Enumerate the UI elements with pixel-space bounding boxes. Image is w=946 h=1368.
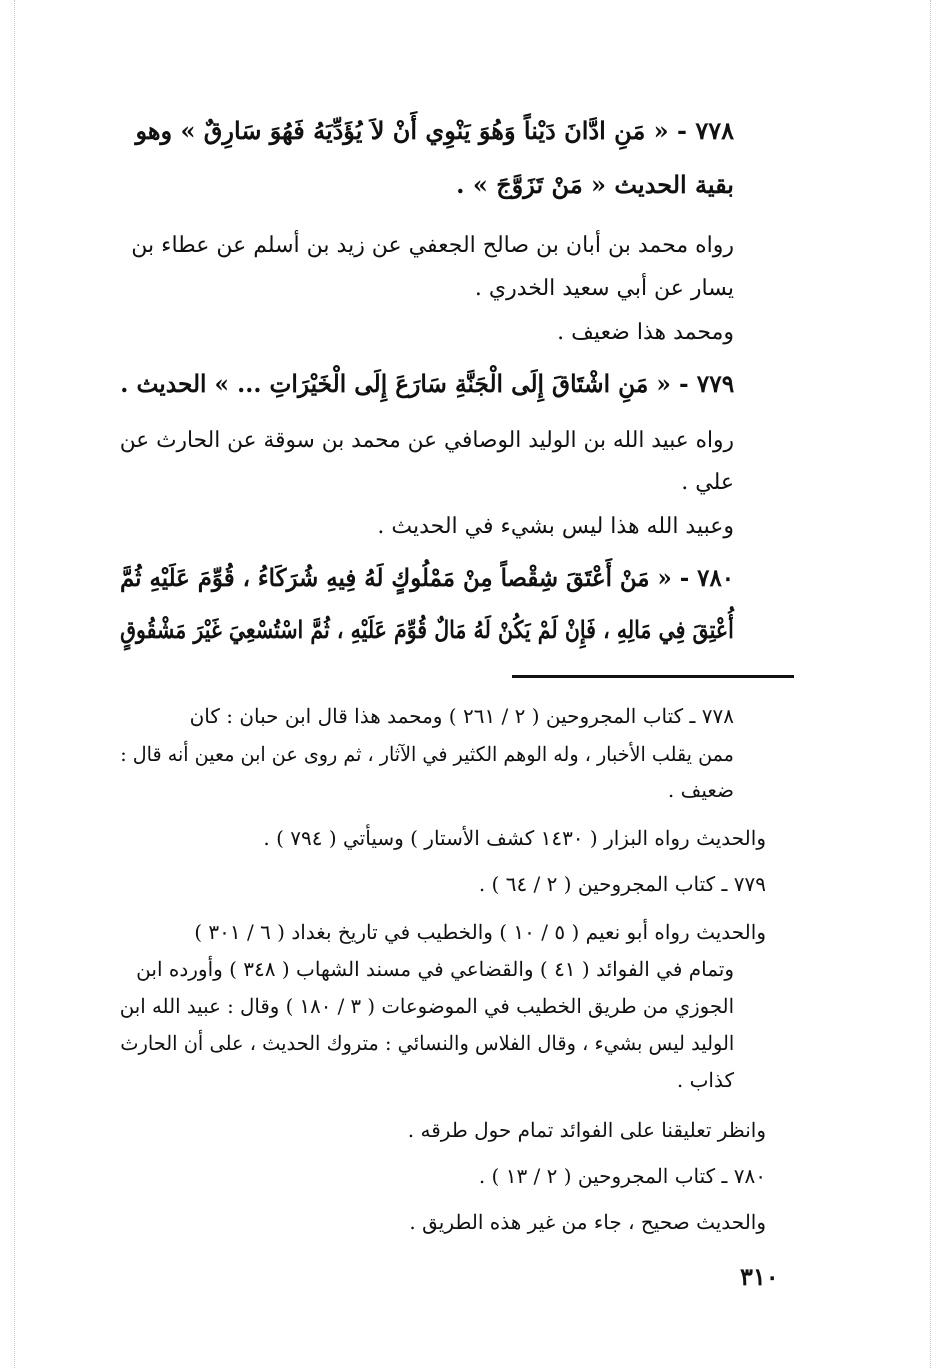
hadith-778-line-1: ٧٧٨ - « مَنِ ادَّانَ دَيْناً وَهُوَ يَنْوِي أَنْ لاَ يُؤَدِّيَهُ فَهُوَ سَارِقٌ » وهو bbox=[135, 116, 734, 145]
narration-778-line-3: ومحمد هذا ضعيف . bbox=[557, 320, 734, 345]
narration-779-line-1: رواه عبيد الله بن الوليد الوصافي عن محمد بن سوقة عن الحارث عن bbox=[119, 428, 734, 453]
narration-779-line-3: وعبيد الله هذا ليس بشيء في الحديث . bbox=[377, 514, 734, 539]
narration-778-line-1: رواه محمد بن أبان بن صالح الجعفي عن زيد بن أسلم عن عطاء بن bbox=[131, 233, 734, 258]
hadith-780-line-2: أُعْتِقَ فِي مَالِهِ ، فَإِنْ لَمْ يَكُنْ لَهُ مَالٌ قُوِّمَ عَلَيْهِ ، ثُمَّ اسْتُسْعِيَ غَيْرَ مَشْقُوقٍ bbox=[120, 615, 734, 644]
footnote-separator bbox=[512, 675, 794, 678]
footnote-779-line-5: الوليد ليس بشيء ، وقال الفلاس والنسائي : متروك الحديث ، على أن الحارث bbox=[120, 1031, 734, 1055]
edge-guide-left bbox=[14, 0, 15, 1368]
narration-778-line-2: يسار عن أبي سعيد الخدري . bbox=[474, 276, 734, 301]
page-number: ٣١٠ bbox=[740, 1262, 779, 1291]
footnote-780-line-2: والحديث صحيح ، جاء من غير هذه الطريق . bbox=[409, 1210, 766, 1234]
footnote-778-line-1: ٧٧٨ ـ كتاب المجروحين ( ٢ / ٢٦١ ) ومحمد هذا قال ابن حبان : كان bbox=[189, 704, 734, 728]
footnote-778-line-2: ممن يقلب الأخبار ، وله الوهم الكثير في الآثار ، ثم روى عن ابن معين أنه قال : bbox=[120, 742, 734, 766]
footnote-779-line-4: الجوزي من طريق الخطيب في الموضوعات ( ٣ / ١٨٠ ) وقال : عبيد الله ابن bbox=[119, 994, 734, 1018]
narration-779-line-2: علي . bbox=[681, 470, 734, 495]
footnote-778-line-3: ضعيف . bbox=[667, 778, 734, 802]
footnote-779-line-6: كذاب . bbox=[676, 1068, 734, 1092]
footnote-779-line-7: وانظر تعليقنا على الفوائد تمام حول طرقه . bbox=[407, 1118, 766, 1142]
footnote-780-line-1: ٧٨٠ ـ كتاب المجروحين ( ٢ / ١٣ ) . bbox=[478, 1164, 766, 1188]
footnote-779-line-1: ٧٧٩ ـ كتاب المجروحين ( ٢ / ٦٤ ) . bbox=[478, 872, 766, 896]
footnote-778-line-4: والحديث رواه البزار ( ١٤٣٠ كشف الأستار ) وسيأتي ( ٧٩٤ ) . bbox=[263, 826, 766, 850]
hadith-779-line-1: ٧٧٩ - « مَنِ اشْتَاقَ إِلَى الْجَنَّةِ سَارَعَ إِلَى الْخَيْرَاتِ ... » الحديث . bbox=[120, 369, 734, 398]
footnote-779-line-3: وتمام في الفوائد ( ٤١ ) والقضاعي في مسند الشهاب ( ٣٤٨ ) وأورده ابن bbox=[136, 957, 734, 981]
footnote-779-line-2: والحديث رواه أبو نعيم ( ٥ / ١٠ ) والخطيب في تاريخ بغداد ( ٦ / ٣٠١ ) bbox=[194, 920, 766, 944]
edge-guide-right bbox=[930, 0, 931, 1368]
hadith-780-line-1: ٧٨٠ - « مَنْ أَعْتَقَ شِقْصاً مِنْ مَمْلُوكٍ لَهُ فِيهِ شُرَكَاءُ ، قُوِّمَ عَلَيْهِ ثُمَّ bbox=[119, 563, 734, 592]
hadith-778-line-2: بقية الحديث « مَنْ تَزَوَّجَ » . bbox=[456, 170, 734, 199]
